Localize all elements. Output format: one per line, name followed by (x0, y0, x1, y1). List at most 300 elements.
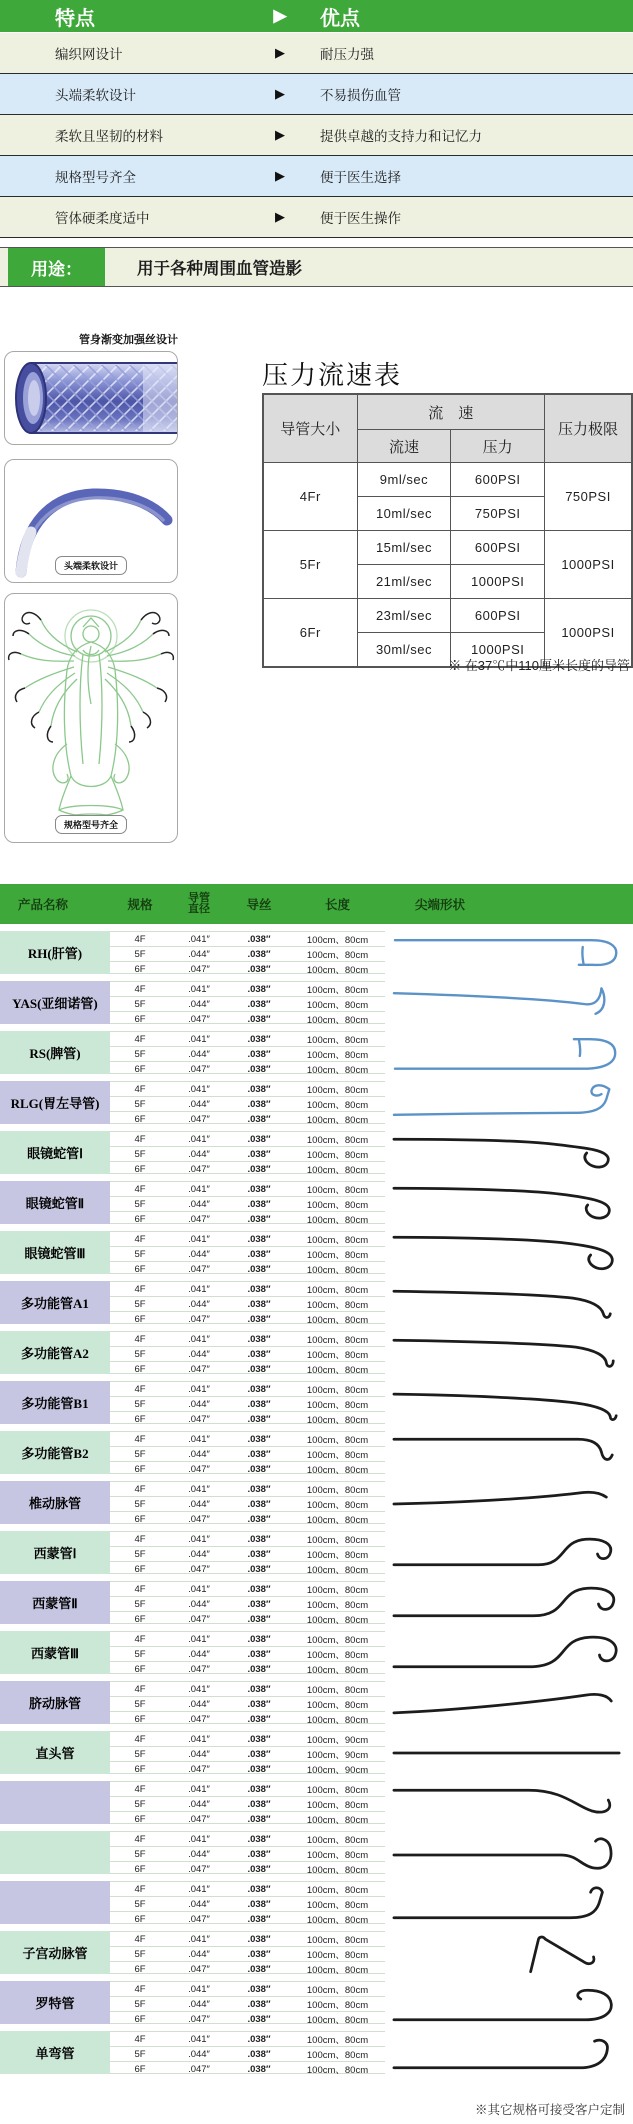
spec-value: 5F (134, 1998, 146, 2010)
guidewire-value: .038″ (247, 1033, 271, 1045)
spec-row (110, 1511, 385, 1526)
spec-value: 4F (134, 1783, 146, 1795)
spec-value: 6F (134, 1163, 146, 1175)
tip-shape-drawing (391, 1682, 627, 1724)
diameter-value: .047″ (188, 1363, 210, 1375)
length-value: 100cm、80cm (306, 2000, 369, 2011)
diameter-value: .044″ (188, 1848, 210, 1860)
length-value: 100cm、80cm (306, 1185, 369, 1196)
header-length: 长度 (324, 898, 350, 912)
spec-value: 5F (134, 1248, 146, 1260)
product-specs (110, 1081, 385, 1124)
spec-row (110, 961, 385, 976)
guidewire-value: .038″ (247, 1148, 271, 1160)
spec-row (110, 1061, 385, 1076)
spec-row (110, 1611, 385, 1626)
spec-value: 5F (134, 1148, 146, 1160)
pressure-flow-table (262, 393, 633, 668)
diameter-value: .044″ (188, 1998, 210, 2010)
flow-cell: 30ml/sec (357, 633, 451, 668)
spec-row (110, 946, 385, 961)
diameter-value: .044″ (188, 1748, 210, 1760)
length-value: 100cm、80cm (306, 1650, 369, 1661)
product-specs (110, 2031, 385, 2074)
tip-shape-cell (385, 1781, 633, 1824)
length-value: 100cm、80cm (306, 1300, 369, 1311)
length-value: 100cm、80cm (306, 1435, 369, 1446)
header-tip-shape: 尖端形状 (415, 898, 466, 912)
product-row (0, 2031, 633, 2074)
spec-value: 5F (134, 1098, 146, 1110)
advantage-text: 便于医生选择 (320, 170, 401, 185)
tip-shape-cell (385, 1731, 633, 1774)
length-value: 100cm、80cm (306, 1865, 369, 1876)
guidewire-value: .038″ (247, 1763, 271, 1775)
spec-row (110, 1196, 385, 1211)
guidewire-value: .038″ (247, 1813, 271, 1825)
product-name: 脐动脉管 (0, 1681, 110, 1724)
tip-shape-drawing (391, 1832, 627, 1874)
product-specs (110, 1781, 385, 1824)
pressure-row (263, 531, 632, 565)
spec-row (110, 1146, 385, 1161)
length-value: 100cm、80cm (306, 1615, 369, 1626)
arrow-icon: ▶ (275, 45, 285, 60)
product-specs (110, 1531, 385, 1574)
feature-text: 规格型号齐全 (55, 170, 136, 185)
product-specs (110, 1481, 385, 1524)
spec-value: 4F (134, 2033, 146, 2045)
spec-value: 6F (134, 1213, 146, 1225)
length-value: 100cm、80cm (306, 985, 369, 996)
features-rows (0, 32, 633, 238)
spec-row (110, 1082, 385, 1096)
guidewire-value: .038″ (247, 1363, 271, 1375)
guidewire-value: .038″ (247, 1963, 271, 1975)
tip-shape-drawing (391, 1482, 627, 1524)
tip-shape-drawing (391, 1582, 627, 1624)
guidewire-value: .038″ (247, 1733, 271, 1745)
spec-value: 6F (134, 2013, 146, 2025)
tip-shape-drawing (391, 1782, 627, 1824)
product-specs (110, 1431, 385, 1474)
tip-shape-cell (385, 1081, 633, 1124)
spec-row (110, 1382, 385, 1396)
tip-shape-drawing (391, 1532, 627, 1574)
product-specs (110, 981, 385, 1024)
product-specs (110, 1231, 385, 1274)
header-guidewire: 导丝 (246, 898, 272, 912)
tip-shape-drawing (391, 1982, 627, 2024)
product-name: RS(脾管) (0, 1031, 110, 1074)
diameter-value: .044″ (188, 1798, 210, 1810)
product-name: 西蒙管Ⅰ (0, 1531, 110, 1574)
length-value: 100cm、80cm (306, 2015, 369, 2026)
spec-row (110, 1261, 385, 1276)
guidewire-value: .038″ (247, 1398, 271, 1410)
features-header (0, 0, 633, 32)
tip-shape-drawing (391, 1032, 627, 1074)
spec-value: 6F (134, 1313, 146, 1325)
spec-value: 5F (134, 1698, 146, 1710)
guidewire-value: .038″ (247, 1483, 271, 1495)
diameter-value: .041″ (188, 1333, 210, 1345)
diameter-value: .044″ (188, 1298, 210, 1310)
tip-shape-drawing (391, 1232, 627, 1274)
tip-shape-drawing (391, 1332, 627, 1374)
guidewire-value: .038″ (247, 1933, 271, 1945)
diameter-value: .044″ (188, 1398, 210, 1410)
advantage-text: 便于医生操作 (320, 211, 401, 226)
length-value: 100cm、80cm (306, 1915, 369, 1926)
length-value: 100cm、80cm (306, 1065, 369, 1076)
guidewire-value: .038″ (247, 1698, 271, 1710)
guidewire-value: .038″ (247, 1083, 271, 1095)
product-table-header (0, 884, 633, 924)
spec-value: 5F (134, 1348, 146, 1360)
features-header-left: 特点 (55, 7, 95, 30)
spec-row (110, 1761, 385, 1776)
length-value: 100cm、80cm (306, 1815, 369, 1826)
length-value: 100cm、80cm (306, 1335, 369, 1346)
diameter-value: .047″ (188, 2063, 210, 2075)
guidewire-value: .038″ (247, 1113, 271, 1125)
length-value: 100cm、80cm (306, 1685, 369, 1696)
feature-text: 头端柔软设计 (55, 88, 136, 103)
tip-shape-cell (385, 931, 633, 974)
tip-shape-cell (385, 1331, 633, 1374)
diameter-value: .047″ (188, 1813, 210, 1825)
flow-cell: 15ml/sec (357, 531, 451, 565)
spec-value: 4F (134, 1233, 146, 1245)
tip-shape-cell (385, 1281, 633, 1324)
spec-row (110, 1432, 385, 1446)
spec-row (110, 1396, 385, 1411)
spec-row (110, 1332, 385, 1346)
spec-row (110, 1932, 385, 1946)
spec-value: 6F (134, 1363, 146, 1375)
tip-shape-drawing (391, 1882, 627, 1924)
spec-value: 5F (134, 998, 146, 1010)
diameter-value: .041″ (188, 1533, 210, 1545)
product-name: 多功能管A2 (0, 1331, 110, 1374)
product-row (0, 1231, 633, 1274)
product-specs (110, 1381, 385, 1424)
length-value: 100cm、80cm (306, 1665, 369, 1676)
guidewire-value: .038″ (247, 998, 271, 1010)
diameter-value: .044″ (188, 1448, 210, 1460)
length-value: 100cm、80cm (306, 950, 369, 961)
tip-shape-drawing (391, 1432, 627, 1474)
spec-row (110, 1246, 385, 1261)
product-row (0, 1131, 633, 1174)
guidewire-value: .038″ (247, 1463, 271, 1475)
product-row (0, 931, 633, 974)
spec-row (110, 1861, 385, 1876)
length-value: 100cm、80cm (306, 1000, 369, 1011)
diameter-value: .041″ (188, 1283, 210, 1295)
product-name: RLG(胃左导管) (0, 1081, 110, 1124)
length-value: 100cm、80cm (306, 1350, 369, 1361)
diameter-value: .041″ (188, 1183, 210, 1195)
guidewire-value: .038″ (247, 1883, 271, 1895)
spec-value: 5F (134, 1298, 146, 1310)
guidewire-value: .038″ (247, 1263, 271, 1275)
tip-shape-cell (385, 1181, 633, 1224)
soft-tip-label: 头端柔软设计 (55, 556, 127, 575)
pressure-cell: 750PSI (451, 497, 545, 531)
usage-text: 用于各种周围血管造影 (137, 260, 302, 278)
spec-row (110, 1646, 385, 1661)
features-header-right: 优点 (320, 7, 360, 30)
diameter-value: .047″ (188, 1463, 210, 1475)
header-diameter (170, 893, 228, 915)
catheter-size-cell: 5Fr (263, 531, 357, 599)
arrow-icon: ▶ (275, 86, 285, 101)
product-row (0, 1181, 633, 1224)
arrow-icon: ▶ (273, 6, 287, 25)
length-value: 100cm、80cm (306, 1165, 369, 1176)
diameter-value: .044″ (188, 2048, 210, 2060)
spec-row (110, 1811, 385, 1826)
spec-value: 5F (134, 1448, 146, 1460)
diameter-value: .044″ (188, 1148, 210, 1160)
spec-value: 4F (134, 1283, 146, 1295)
length-value: 100cm、80cm (306, 1050, 369, 1061)
spec-value: 4F (134, 1183, 146, 1195)
length-value: 100cm、80cm (306, 1515, 369, 1526)
spec-value: 4F (134, 1083, 146, 1095)
length-value: 100cm、80cm (306, 1885, 369, 1896)
length-value: 100cm、80cm (306, 1115, 369, 1126)
product-name (0, 1781, 110, 1824)
length-value: 100cm、80cm (306, 1565, 369, 1576)
diameter-value: .047″ (188, 1963, 210, 1975)
length-value: 100cm、80cm (306, 1985, 369, 1996)
guidewire-value: .038″ (247, 2063, 271, 2075)
guidewire-value: .038″ (247, 1413, 271, 1425)
product-specs (110, 1131, 385, 1174)
header-diameter-line1: 导管 (188, 892, 210, 904)
length-value: 100cm、80cm (306, 1950, 369, 1961)
spec-row (110, 2046, 385, 2061)
length-value: 100cm、80cm (306, 1015, 369, 1026)
guidewire-value: .038″ (247, 1848, 271, 1860)
guidewire-value: .038″ (247, 1048, 271, 1060)
spec-value: 6F (134, 1263, 146, 1275)
spec-row (110, 1461, 385, 1476)
product-name: 多功能管A1 (0, 1281, 110, 1324)
tip-shape-drawing (391, 1282, 627, 1324)
tip-shape-cell (385, 1381, 633, 1424)
length-value: 100cm、80cm (306, 1800, 369, 1811)
product-row (0, 1581, 633, 1624)
spec-row (110, 1682, 385, 1696)
spec-value: 5F (134, 1748, 146, 1760)
product-name: 直头管 (0, 1731, 110, 1774)
spec-value: 6F (134, 1763, 146, 1775)
spec-value: 5F (134, 2048, 146, 2060)
spec-row (110, 1782, 385, 1796)
guidewire-value: .038″ (247, 1283, 271, 1295)
spec-value: 4F (134, 1733, 146, 1745)
spec-row (110, 1346, 385, 1361)
spec-row (110, 1282, 385, 1296)
diameter-value: .041″ (188, 1483, 210, 1495)
spec-value: 5F (134, 1598, 146, 1610)
diameter-value: .041″ (188, 1683, 210, 1695)
diameter-value: .047″ (188, 1563, 210, 1575)
pressure-limit-cell: 1000PSI (545, 599, 632, 668)
product-specs (110, 1331, 385, 1374)
length-value: 100cm、80cm (306, 1285, 369, 1296)
product-row (0, 981, 633, 1024)
guidewire-value: .038″ (247, 1898, 271, 1910)
product-specs (110, 1181, 385, 1224)
diameter-value: .044″ (188, 1548, 210, 1560)
guidewire-value: .038″ (247, 1663, 271, 1675)
tip-shape-drawing (391, 1082, 627, 1124)
product-name: RH(肝管) (0, 931, 110, 974)
pressure-table-title: 压力流速表 (262, 360, 403, 390)
spec-value: 5F (134, 1848, 146, 1860)
product-name: 多功能管B1 (0, 1381, 110, 1424)
spec-row (110, 1046, 385, 1061)
spec-value: 5F (134, 1648, 146, 1660)
header-diameter-line2: 直径 (188, 903, 210, 915)
feature-text: 柔软且坚韧的材料 (55, 129, 163, 144)
feature-text: 管体硬柔度适中 (55, 211, 150, 226)
guidewire-value: .038″ (247, 983, 271, 995)
product-specs (110, 1631, 385, 1674)
length-value: 100cm、80cm (306, 1600, 369, 1611)
guidewire-value: .038″ (247, 1383, 271, 1395)
advantage-text: 提供卓越的支持力和记忆力 (320, 129, 482, 144)
product-name (0, 1881, 110, 1924)
diameter-value: .047″ (188, 1863, 210, 1875)
guidewire-value: .038″ (247, 1833, 271, 1845)
spec-value: 6F (134, 1513, 146, 1525)
spec-value: 6F (134, 2063, 146, 2075)
guidewire-value: .038″ (247, 2048, 271, 2060)
guidewire-value: .038″ (247, 1563, 271, 1575)
spec-row (110, 1846, 385, 1861)
diameter-value: .041″ (188, 1783, 210, 1795)
spec-row (110, 1896, 385, 1911)
guidewire-value: .038″ (247, 1333, 271, 1345)
diameter-value: .047″ (188, 1013, 210, 1025)
product-name: YAS(亚细诺管) (0, 981, 110, 1024)
features-table (0, 0, 633, 238)
spec-value: 6F (134, 1463, 146, 1475)
length-value: 100cm、80cm (306, 1415, 369, 1426)
spec-value: 6F (134, 1913, 146, 1925)
diameter-value: .047″ (188, 1213, 210, 1225)
spec-row (110, 982, 385, 996)
spec-value: 4F (134, 1133, 146, 1145)
guidewire-value: .038″ (247, 1198, 271, 1210)
guidewire-value: .038″ (247, 1248, 271, 1260)
diameter-value: .047″ (188, 1313, 210, 1325)
length-value: 100cm、80cm (306, 1465, 369, 1476)
spec-row (110, 1832, 385, 1846)
flow-cell: 9ml/sec (357, 463, 451, 497)
spec-row (110, 1161, 385, 1176)
spec-row (110, 1361, 385, 1376)
spec-row (110, 1732, 385, 1746)
diameter-value: .047″ (188, 1263, 210, 1275)
guidewire-value: .038″ (247, 1913, 271, 1925)
length-value: 100cm、80cm (306, 1215, 369, 1226)
spec-value: 5F (134, 1898, 146, 1910)
diameter-value: .044″ (188, 1098, 210, 1110)
usage-bar (0, 247, 633, 287)
pressure-cell: 1000PSI (451, 565, 545, 599)
length-value: 100cm、80cm (306, 965, 369, 976)
spec-value: 4F (134, 1883, 146, 1895)
feature-row (0, 32, 633, 73)
spec-value: 4F (134, 1483, 146, 1495)
tip-shape-drawing (391, 982, 627, 1024)
tip-shape-drawing (391, 2032, 627, 2074)
diameter-value: .044″ (188, 1348, 210, 1360)
length-value: 100cm、80cm (306, 1485, 369, 1496)
spec-value: 6F (134, 1663, 146, 1675)
length-value: 100cm、80cm (306, 1550, 369, 1561)
spec-row (110, 1311, 385, 1326)
guidewire-value: .038″ (247, 1548, 271, 1560)
pressure-cell: 1000PSI (451, 633, 545, 668)
spec-value: 5F (134, 1398, 146, 1410)
product-name: 多功能管B2 (0, 1431, 110, 1474)
tube-design-caption: 管身渐变加强丝设计 (79, 334, 178, 346)
product-row (0, 1631, 633, 1674)
product-row (0, 1031, 633, 1074)
guidewire-value: .038″ (247, 1063, 271, 1075)
spec-value: 5F (134, 1498, 146, 1510)
pressure-cell: 600PSI (451, 531, 545, 565)
spec-row (110, 1211, 385, 1226)
guidewire-value: .038″ (247, 1448, 271, 1460)
length-value: 100cm、80cm (306, 1585, 369, 1596)
feature-row (0, 73, 633, 114)
product-specs (110, 931, 385, 974)
flow-cell: 21ml/sec (357, 565, 451, 599)
diameter-value: .044″ (188, 1948, 210, 1960)
diameter-value: .041″ (188, 933, 210, 945)
product-name: 罗特管 (0, 1981, 110, 2024)
diameter-value: .041″ (188, 1583, 210, 1595)
guidewire-value: .038″ (247, 1648, 271, 1660)
product-specs (110, 1831, 385, 1874)
length-value: 100cm、80cm (306, 1965, 369, 1976)
length-value: 100cm、80cm (306, 1935, 369, 1946)
spec-value: 6F (134, 1113, 146, 1125)
diameter-value: .047″ (188, 1163, 210, 1175)
diameter-value: .041″ (188, 2033, 210, 2045)
col-flow: 流速 (357, 430, 451, 463)
pressure-limit-cell: 750PSI (545, 463, 632, 531)
guidewire-value: .038″ (247, 1298, 271, 1310)
tip-shape-cell (385, 1431, 633, 1474)
spec-value: 5F (134, 1048, 146, 1060)
length-value: 100cm、80cm (306, 1315, 369, 1326)
product-name: 西蒙管Ⅱ (0, 1581, 110, 1624)
diameter-value: .044″ (188, 1198, 210, 1210)
diameter-value: .047″ (188, 1713, 210, 1725)
tip-shape-cell (385, 1981, 633, 2024)
middle-section (0, 287, 633, 865)
